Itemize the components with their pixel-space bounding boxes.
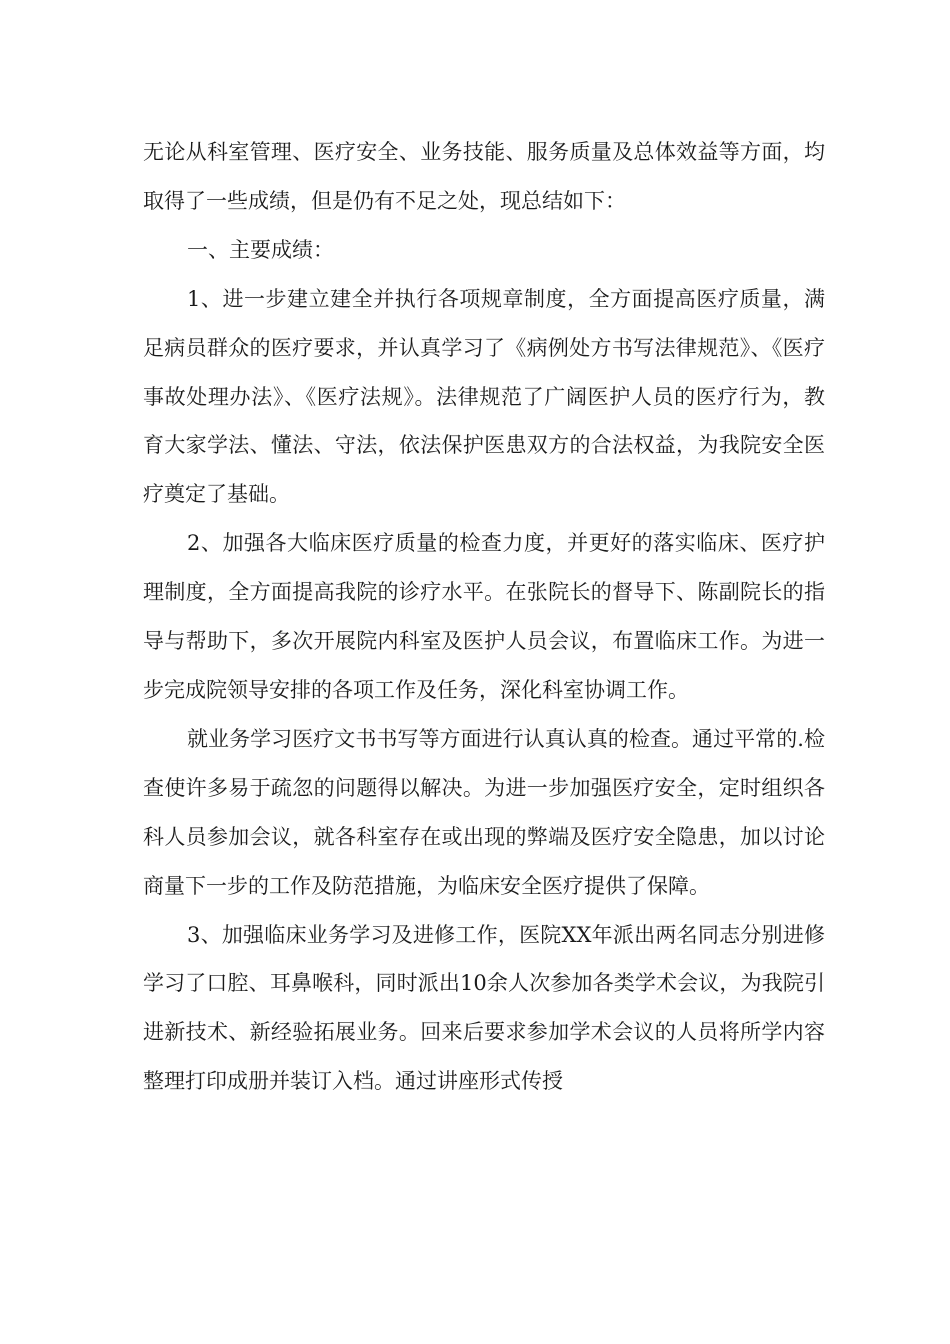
body-paragraph: 1、进一步建立建全并执行各项规章制度，全方面提高医疗质量，满足病员群众的医疗要求，并认真学习了《病例处方书写法律规范》、《医疗事故处理办法》、《医疗法规》。法律规范了广阔医护人员的医疗行为，教育大家学法、懂法、守法，依法保护医患双方的合法权益，为我院安全医疗奠定了基础。 xyxy=(143,286,825,507)
document-body xyxy=(143,128,825,1106)
body-paragraph: 2、加强各大临床医疗质量的检查力度，并更好的落实临床、医疗护理制度，全方面提高我院的诊疗水平。在张院长的督导下、陈副院长的指导与帮助下，多次开展院内科室及医护人员会议，布置临床工作。为进一步完成院领导安排的各项工作及任务，深化科室协调工作。 xyxy=(143,531,825,702)
body-paragraph: 无论从科室管理、医疗安全、业务技能、服务质量及总体效益等方面，均取得了一些成绩，但是仍有不足之处，现总结如下： xyxy=(143,140,825,213)
body-paragraph: 3、加强临床业务学习及进修工作，医院XX年派出两名同志分别进修学习了口腔、耳鼻喉科，同时派出10余人次参加各类学术会议，为我院引进新技术、新经验拓展业务。回来后要求参加学术会议的人员将所学内容整理打印成册并装订入档。通过讲座形式传授 xyxy=(143,922,825,1094)
section-heading: 一、主要成绩： xyxy=(187,237,334,262)
body-paragraph: 就业务学习医疗文书书写等方面进行认真认真的检查。通过平常的.检查使许多易于疏忽的问题得以解决。为进一步加强医疗安全，定时组织各科人员参加会议，就各科室存在或出现的弊端及医疗安全隐患，加以讨论商量下一步的工作及防范措施，为临床安全医疗提供了保障。 xyxy=(143,726,825,898)
